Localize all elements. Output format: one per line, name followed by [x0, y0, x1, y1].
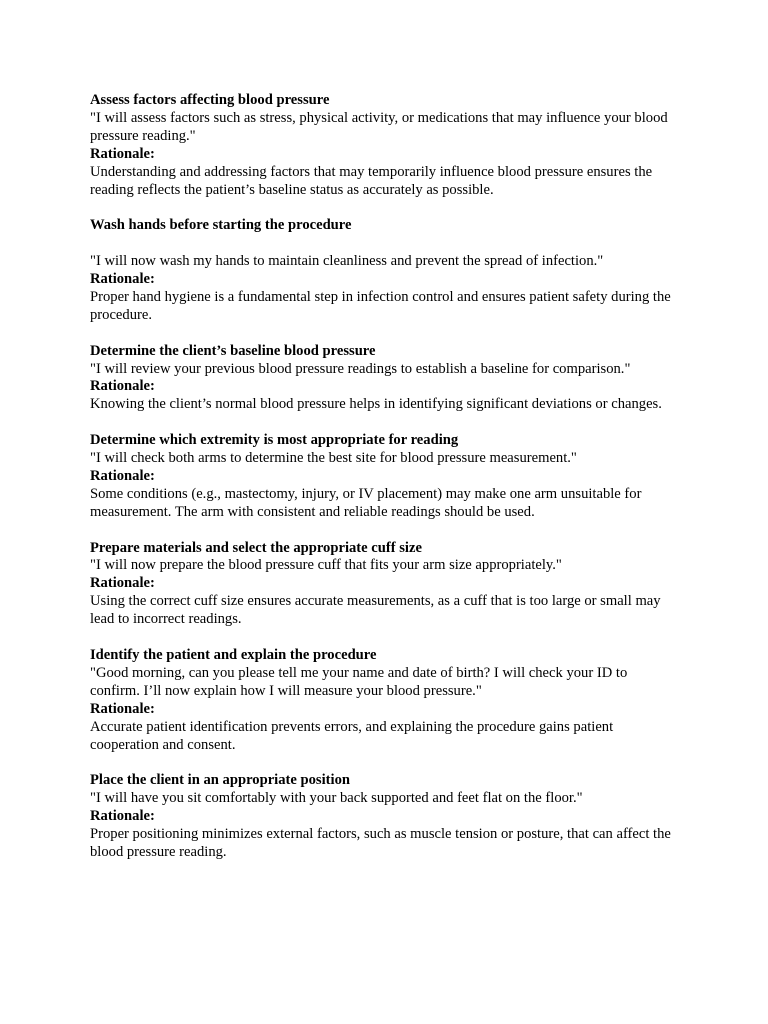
rationale-text: Accurate patient identification prevents errors, and explaining the procedure gains patient cooperation and consent. — [90, 718, 614, 753]
section-assess-factors — [90, 92, 680, 199]
rationale-label: Rationale: — [90, 808, 155, 825]
section-wash-hands — [90, 217, 680, 324]
document-page — [90, 92, 680, 880]
rationale-text: Proper positioning minimizes external factors, such as muscle tension or posture, that can affect the blood pressure reading. — [90, 826, 671, 860]
rationale-label: Rationale: — [90, 378, 155, 395]
rationale-text: Understanding and addressing factors that may temporarily influence blood pressure ensures the reading reflects the patient’s baseline status as accurately as possible. — [90, 163, 653, 198]
section-quote: "I will have you sit comfortably with your back supported and feet flat on the floor." — [90, 790, 583, 807]
section-quote: "I will assess factors such as stress, physical activity, or medications that may influence your blood pressure reading." — [90, 109, 668, 144]
section-heading: Wash hands before starting the procedure — [90, 217, 352, 234]
section-heading: Determine the client’s baseline blood pressure — [90, 342, 376, 359]
rationale-text: Knowing the client’s normal blood pressure helps in identifying significant deviations or changes. — [90, 396, 662, 413]
section-quote: "I will now wash my hands to maintain cleanliness and prevent the spread of infection." — [90, 253, 604, 270]
rationale-label: Rationale: — [90, 145, 155, 162]
rationale-label: Rationale: — [90, 700, 155, 717]
section-heading: Place the client in an appropriate position — [90, 772, 350, 789]
section-extremity — [90, 432, 680, 522]
section-cuff-size — [90, 540, 680, 630]
rationale-text: Proper hand hygiene is a fundamental step in infection control and ensures patient safety during the procedure. — [90, 288, 671, 323]
section-quote: "I will now prepare the blood pressure cuff that fits your arm size appropriately." — [90, 557, 562, 574]
rationale-label: Rationale: — [90, 271, 155, 288]
section-heading: Assess factors affecting blood pressure — [90, 92, 330, 108]
section-quote: "Good morning, can you please tell me your name and date of birth? I will check your ID to confirm. I’ll now explain how I will measure your blood pressure." — [90, 664, 628, 699]
section-heading: Determine which extremity is most appropriate for reading — [90, 432, 459, 449]
section-heading: Identify the patient and explain the procedure — [90, 647, 377, 663]
rationale-text: Some conditions (e.g., mastectomy, injury, or IV placement) may make one arm unsuitable for measurement. The arm with consistent and reliable readings should be used. — [90, 485, 642, 520]
rationale-label: Rationale: — [90, 467, 155, 484]
section-baseline-bp — [90, 343, 680, 415]
rationale-label: Rationale: — [90, 575, 155, 592]
section-position — [90, 772, 680, 862]
section-heading: Prepare materials and select the appropriate cuff size — [90, 539, 422, 556]
section-quote: "I will check both arms to determine the best site for blood pressure measurement." — [90, 450, 577, 467]
rationale-text: Using the correct cuff size ensures accurate measurements, as a cuff that is too large or small may lead to incorrect readings. — [90, 593, 661, 628]
section-quote: "I will review your previous blood pressure readings to establish a baseline for comparison." — [90, 360, 631, 377]
section-identify-patient — [90, 647, 680, 754]
